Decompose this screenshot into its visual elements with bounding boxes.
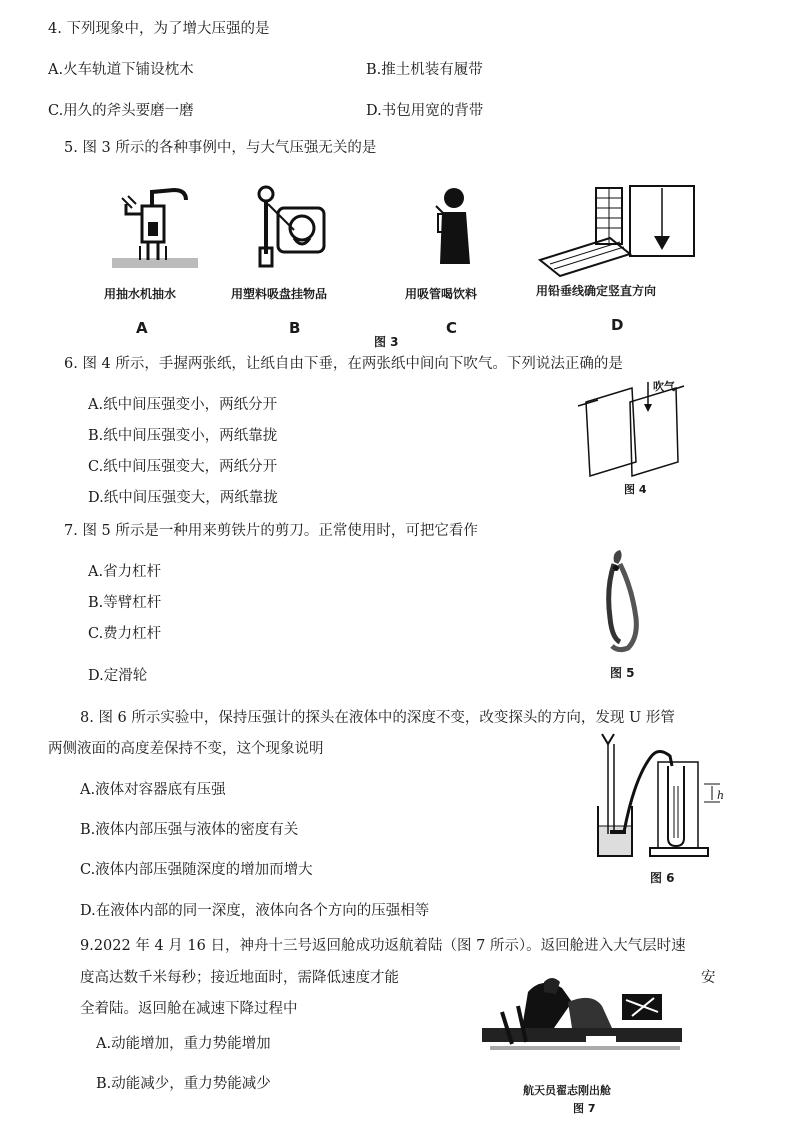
q9-stem-line2b: 安: [701, 970, 716, 986]
q4-option-d: D.书包用宽的背带: [366, 103, 484, 119]
q5-stem: 5. 图 3 所示的各种事例中，与大气压强无关的是: [64, 140, 377, 156]
fig4-blow-label: 吹气: [653, 380, 675, 393]
q9-option-a: A.动能增加，重力势能增加: [96, 1036, 271, 1052]
fig7-label: 图 7: [573, 1102, 596, 1115]
q7-option-c: C.费力杠杆: [88, 626, 162, 642]
q8-stem-line1: 8. 图 6 所示实验中，保持压强计的探头在液体中的深度不变，改变探头的方向，发现 U 形管: [80, 710, 675, 726]
q4-option-c: C.用久的斧头要磨一磨: [48, 103, 194, 119]
fig3-letter-a: A: [136, 319, 148, 337]
fig3-letter-b: B: [289, 319, 301, 337]
q4-stem: 4. 下列现象中，为了增大压强的是: [48, 21, 270, 37]
fig3-caption-a: 用抽水机抽水: [104, 287, 177, 301]
q4-option-b: B.推土机装有履带: [366, 62, 483, 78]
q7-option-d: D.定滑轮: [88, 668, 148, 684]
q6-option-a: A.纸中间压强变小，两纸分开: [88, 397, 278, 413]
q9-stem-line1: 9.2022 年 4 月 16 日，神舟十三号返回舱成功返航着陆（图 7 所示）。返回舱进入大气层时速: [80, 938, 686, 954]
q7-option-b: B.等臂杠杆: [88, 595, 162, 611]
q7-stem: 7. 图 5 所示是一种用来剪铁片的剪刀。正常使用时，可把它看作: [64, 523, 478, 539]
plumb-line-illustration: [540, 180, 700, 276]
q8-option-c: C.液体内部压强随深度的增加而增大: [80, 862, 313, 878]
q9-stem-line2a: 度高达数千米每秒；接近地面时，需降低速度才能: [80, 970, 399, 986]
q6-option-c: C.纸中间压强变大，两纸分开: [88, 459, 278, 475]
fig3-letter-d: D: [611, 316, 624, 334]
pump-illustration: [112, 186, 202, 272]
fig3-letter-c: C: [446, 319, 458, 337]
fig7-photo-caption: 航天员翟志刚出舱: [523, 1084, 611, 1097]
q6-option-b: B.纸中间压强变小，两纸靠拢: [88, 428, 278, 444]
q8-stem-line2: 两侧液面的高度差保持不变，这个现象说明: [48, 741, 324, 757]
q9-option-b: B.动能减少，重力势能减少: [96, 1076, 271, 1092]
q6-option-d: D.纸中间压强变大，两纸靠拢: [88, 490, 278, 506]
q6-stem: 6. 图 4 所示，手握两张纸，让纸自由下垂，在两张纸中间向下吹气。下列说法正确的是: [64, 356, 623, 372]
boy-drinking-illustration: [432, 186, 482, 270]
shears-illustration: [598, 548, 648, 658]
q8-option-b: B.液体内部压强与液体的密度有关: [80, 822, 299, 838]
q8-option-a: A.液体对容器底有压强: [80, 782, 226, 798]
fig3-label: 图 3: [374, 335, 399, 349]
q9-stem-line3: 全着陆。返回舱在减速下降过程中: [80, 1001, 298, 1017]
pressure-gauge-illustration: [594, 730, 724, 862]
q7-option-a: A.省力杠杆: [88, 564, 162, 580]
q8-option-d: D.在液体内部的同一深度，液体向各个方向的压强相等: [80, 903, 430, 919]
fig3-caption-d: 用铅垂线确定竖直方向: [536, 284, 657, 298]
fig3-caption-c: 用吸管喝饮料: [405, 287, 478, 301]
fig4-label: 图 4: [624, 483, 647, 496]
fig3-caption-b: 用塑料吸盘挂物品: [231, 287, 328, 301]
fig6-label: 图 6: [650, 871, 675, 885]
suction-cup-illustration: [250, 184, 330, 272]
astronaut-photo: [482, 972, 686, 1070]
q4-option-a: A.火车轨道下铺设枕木: [48, 62, 194, 78]
fig5-label: 图 5: [610, 666, 635, 680]
fig6-h-label: h: [717, 789, 725, 802]
